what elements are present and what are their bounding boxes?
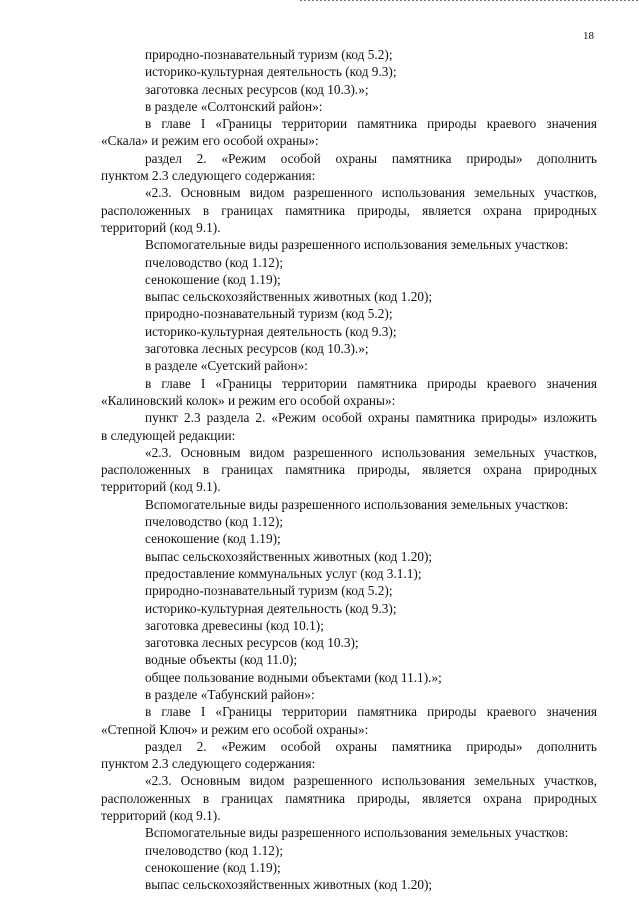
text-line: территорий (код 9.1).: [101, 808, 221, 824]
text-line: «2.3. Основным видом разрешенного использования земельных участков,: [145, 773, 597, 789]
text-line: природно-познавательный туризм (код 5.2);: [145, 306, 393, 322]
text-line: сенокошение (код 1.19);: [145, 271, 281, 287]
text-line: историко-культурная деятельность (код 9.3);: [145, 64, 397, 80]
text-line: историко-культурная деятельность (код 9.3);: [145, 600, 397, 616]
text-line: сенокошение (код 1.19);: [145, 531, 281, 547]
text-line: «2.3. Основным видом разрешенного использования земельных участков,: [145, 444, 597, 460]
text-line: «2.3. Основным видом разрешенного использования земельных участков,: [145, 185, 597, 201]
text-line: заготовка лесных ресурсов (код 10.3).»;: [145, 81, 369, 97]
text-line: в главе I «Границы территории памятника природы краевого значения: [145, 116, 597, 132]
scan-edge-rule: [300, 0, 639, 1]
text-line: в следующей редакции:: [101, 427, 236, 443]
text-line: природно-познавательный туризм (код 5.2);: [145, 583, 393, 599]
text-line: заготовка лесных ресурсов (код 10.3).»;: [145, 341, 369, 357]
text-line: пунктом 2.3 следующего содержания:: [101, 168, 316, 184]
text-line: раздел 2. «Режим особой охраны памятника природы» дополнить: [145, 738, 597, 754]
text-line: предоставление коммунальных услуг (код 3.1.1);: [145, 565, 422, 581]
text-line: Вспомогательные виды разрешенного использования земельных участков:: [145, 496, 569, 512]
text-line: в разделе «Табунский район»:: [145, 686, 315, 702]
text-line: выпас сельскохозяйственных животных (код 1.20);: [145, 548, 433, 564]
text-line: пчеловодство (код 1.12);: [145, 842, 284, 858]
page-number: 18: [583, 30, 594, 42]
document-body: [101, 46, 597, 894]
text-line: «Калиновский колок» и режим его особой охраны»:: [101, 392, 396, 408]
text-line: расположенных в границах памятника природы, является охрана природных: [101, 462, 597, 478]
text-line: выпас сельскохозяйственных животных (код 1.20);: [145, 289, 433, 305]
text-line: расположенных в границах памятника природы, является охрана природных: [101, 790, 597, 806]
text-line: Вспомогательные виды разрешенного использования земельных участков:: [145, 825, 569, 841]
text-line: природно-познавательный туризм (код 5.2);: [145, 47, 393, 62]
text-line: в разделе «Суетский район»:: [145, 358, 308, 374]
text-line: «Скала» и режим его особой охраны»:: [101, 133, 319, 149]
text-line: в главе I «Границы территории памятника природы краевого значения: [145, 375, 597, 391]
text-line: общее пользование водными объектами (код 11.1).»;: [145, 669, 442, 685]
text-line: историко-культурная деятельность (код 9.3);: [145, 323, 397, 339]
text-line: пунктом 2.3 следующего содержания:: [101, 756, 316, 772]
text-line: заготовка лесных ресурсов (код 10.3);: [145, 635, 359, 651]
text-line: расположенных в границах памятника природы, является охрана природных: [101, 202, 597, 218]
text-line: «Степной Ключ» и режим его особой охраны»:: [101, 721, 369, 737]
text-line: пчеловодство (код 1.12);: [145, 514, 284, 530]
text-line: раздел 2. «Режим особой охраны памятника природы» дополнить: [145, 150, 597, 166]
text-line: в разделе «Солтонский район»:: [145, 98, 323, 114]
text-line: выпас сельскохозяйственных животных (код 1.20);: [145, 877, 433, 893]
text-line: пчеловодство (код 1.12);: [145, 254, 284, 270]
text-line: заготовка древесины (код 10.1);: [145, 617, 324, 633]
text-line: сенокошение (код 1.19);: [145, 859, 281, 875]
text-line: в главе I «Границы территории памятника природы краевого значения: [145, 704, 597, 720]
text-line: территорий (код 9.1).: [101, 479, 221, 495]
text-line: водные объекты (код 11.0);: [145, 652, 298, 668]
text-line: территорий (код 9.1).: [101, 219, 221, 235]
text-line: пункт 2.3 раздела 2. «Режим особой охраны памятника природы» изложить: [145, 410, 597, 426]
text-line: Вспомогательные виды разрешенного использования земельных участков:: [145, 237, 569, 253]
